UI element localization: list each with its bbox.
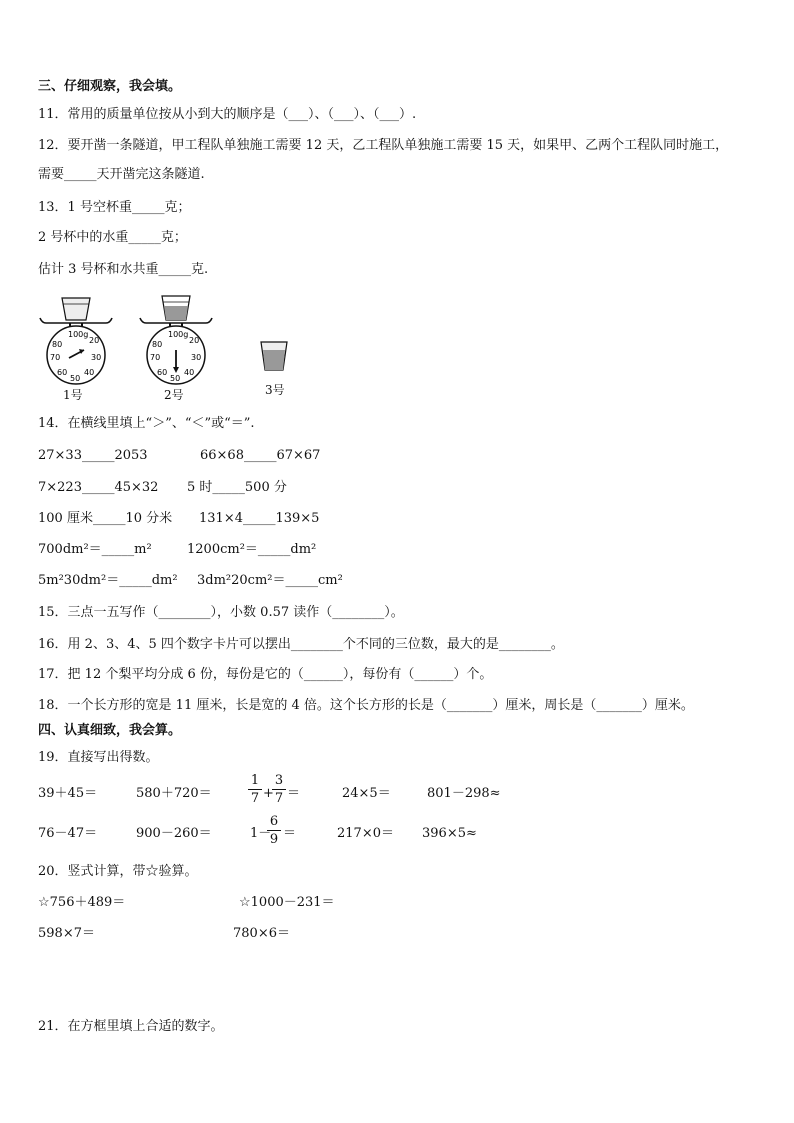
- equals-sign: ＝: [287, 786, 301, 801]
- dial-1-tick-80: 80: [52, 340, 63, 349]
- q19-r1-e: 801－298≈: [427, 786, 501, 801]
- q14-row2-left: 7×223_____45×32: [38, 480, 159, 495]
- question-12-line2: 需要_____天开凿完这条隧道.: [38, 167, 205, 182]
- scale-2-label: 2号: [164, 388, 184, 402]
- dial-2-tick-60: 60: [157, 368, 168, 377]
- q14-row3-right: 131×4_____139×5: [199, 511, 320, 526]
- cup-3-label: 3号: [265, 383, 285, 397]
- q19-r1-d: 24×5＝: [342, 786, 391, 801]
- numerator: 3: [274, 773, 284, 788]
- dial-2-tick-80: 80: [152, 340, 163, 349]
- fraction-bar: [267, 830, 281, 831]
- q14-row2-right: 5 时_____500 分: [187, 480, 287, 495]
- q14-row4-left: 700dm²＝_____m²: [38, 542, 152, 557]
- q14-row4-right: 1200cm²＝_____dm²: [187, 542, 317, 557]
- plus-sign: +: [263, 786, 274, 801]
- fraction-bar: [272, 789, 286, 790]
- dial-1-tick-40: 40: [84, 368, 95, 377]
- dial-2-tick-20: 20: [189, 336, 200, 345]
- denominator: 7: [274, 791, 284, 806]
- dial-1-tick-70: 70: [50, 353, 61, 362]
- q14-row1-right: 66×68_____67×67: [200, 448, 321, 463]
- section-4-heading: 四、认真细致，我会算。: [38, 723, 182, 738]
- dial-2-tick-50: 50: [170, 374, 181, 383]
- question-13-line2: 2 号杯中的水重_____克；: [38, 230, 187, 245]
- dial-1-tick-60: 60: [57, 368, 68, 377]
- q19-r1-fraction-2: [272, 773, 286, 806]
- q20-r1-right: ☆1000－231＝: [239, 895, 335, 910]
- question-11: 11．常用的质量单位按从小到大的顺序是（___）、（___）、（___）.: [38, 107, 417, 122]
- dial-1-tick-30: 30: [91, 353, 102, 362]
- question-13-line1: 13．1 号空杯重_____克；: [38, 200, 191, 215]
- q20-r1-left: ☆756＋489＝: [38, 895, 126, 910]
- dial-2-tick-30: 30: [191, 353, 202, 362]
- dial-1-tick-50: 50: [70, 374, 81, 383]
- section-3-heading: 三、仔细观察，我会填。: [38, 79, 182, 94]
- question-13-line3: 估计 3 号杯和水共重_____克.: [38, 262, 209, 277]
- fraction-bar: [248, 789, 262, 790]
- dial-1-tick-20: 20: [89, 336, 100, 345]
- question-20: 20．竖式计算，带☆验算。: [38, 864, 198, 879]
- q14-row5-right: 3dm²20cm²＝_____cm²: [197, 573, 343, 588]
- q20-r2-right: 780×6＝: [233, 926, 290, 941]
- q19-r2-fraction: [267, 814, 281, 847]
- question-16: 16．用 2、3、4、5 四个数字卡片可以摆出________个不同的三位数，最大的是________。: [38, 637, 564, 652]
- scale-1-label: 1号: [63, 388, 83, 402]
- q19-r2-b: 900－260＝: [136, 826, 212, 841]
- question-17: 17．把 12 个梨平均分成 6 份，每份是它的（______），每份有（______）个。: [38, 667, 493, 682]
- q14-row5-left: 5m²30dm²＝_____dm²: [38, 573, 178, 588]
- dial-2-tick-100: 100g: [168, 330, 189, 339]
- q19-r2-d: 217×0＝: [337, 826, 394, 841]
- dial-2-tick-70: 70: [150, 353, 161, 362]
- cup-3: [261, 342, 287, 370]
- q14-row1-left: 27×33_____2053: [38, 448, 148, 463]
- scale-1: [40, 298, 112, 384]
- denominator: 7: [250, 791, 260, 806]
- q19-r1-b: 580＋720＝: [136, 786, 212, 801]
- q19-r2-e: 396×5≈: [422, 826, 477, 841]
- scale-2: [140, 296, 212, 384]
- question-12-line1: 12．要开凿一条隧道，甲工程队单独施工需要 12 天，乙工程队单独施工需要 15 天，如果甲、乙两个工程队同时施工，: [38, 138, 729, 153]
- q20-r2-left: 598×7＝: [38, 926, 95, 941]
- q19-r1-a: 39＋45＝: [38, 786, 98, 801]
- numerator: 1: [250, 773, 260, 788]
- question-21: 21．在方框里填上合适的数字。: [38, 1019, 224, 1034]
- q19-r1-fraction-1: [248, 773, 262, 806]
- equals-sign: ＝: [283, 826, 297, 841]
- question-15: 15．三点一五写作（________），小数 0.57 读作（________）。: [38, 605, 404, 620]
- denominator: 9: [269, 832, 279, 847]
- numerator: 6: [269, 814, 279, 829]
- question-19: 19．直接写出得数。: [38, 750, 159, 765]
- question-14: 14．在横线里填上“＞”、“＜”或“＝”.: [38, 416, 255, 431]
- question-18: 18．一个长方形的宽是 11 厘米，长是宽的 4 倍。这个长方形的长是（_______）厘米，周长是（_______）厘米。: [38, 698, 694, 713]
- dial-1-tick-100: 100g: [68, 330, 89, 339]
- q14-row3-left: 100 厘米_____10 分米: [38, 511, 173, 526]
- one-minus: 1－: [250, 826, 272, 841]
- q19-r2-a: 76－47＝: [38, 826, 98, 841]
- dial-2-tick-40: 40: [184, 368, 195, 377]
